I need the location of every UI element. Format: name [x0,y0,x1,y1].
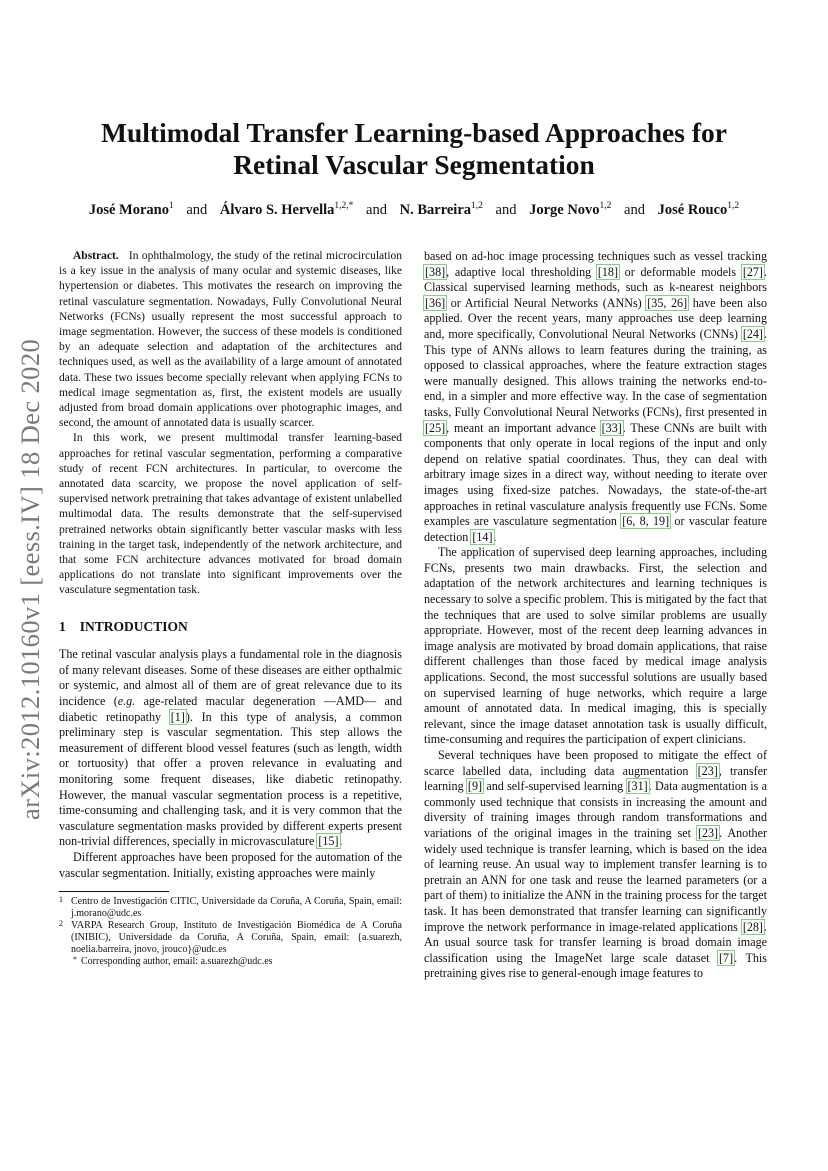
title-line-2: Retinal Vascular Segmentation [233,149,595,180]
text-run: , adaptive local thresholding [446,264,597,279]
footnote [59,956,402,968]
citation-link[interactable]: [15] [318,834,339,849]
intro-paragraph [59,647,402,850]
footnote [59,896,402,920]
right-column [424,249,767,982]
author-name: N. Barreira [399,202,472,218]
title-line-1: Multimodal Transfer Learning-based Approaches for [101,117,727,148]
author-name: José Morano [88,202,169,218]
citation-link[interactable]: [35, 26] [647,295,688,310]
author-affiliation: 1,2 [471,201,483,211]
footnote-mark: * [73,955,77,965]
author-connector: and [366,202,387,218]
citation-link[interactable]: [14] [472,529,493,544]
section-number: 1 [59,618,66,634]
footnote-mark: 2 [59,919,63,929]
citation-link[interactable]: [24] [742,326,763,341]
author-connector: and [624,202,645,218]
citation-link[interactable]: [6, 8, 19] [622,514,670,529]
text-run: . [493,529,497,544]
footnote-rule [59,891,169,892]
citation-link[interactable]: [18] [597,264,618,279]
intro-paragraph: Different approaches have been proposed for the automation of the vascular segmentation. Initially, existing approaches were mainly [59,849,402,880]
citation-link[interactable]: [7] [719,950,734,965]
author-connector: and [495,202,517,218]
text-run: or deformable models [619,264,742,279]
text-run: . Another widely used technique is transfer learning, which is based on the idea of learning reuse. An usual way to implement transfer learning is to pretrain an ANN for one task and reuse the learned parameters (or a part of them) to initialize the ANN in the training process for the target task. It has been demonstrated that transfer learning can significantly improve the network performance in image-related applications [424,825,767,934]
text-run: Several techniques have been proposed to mitigate the effect of scarce labelled data, including data augmentation [424,748,767,778]
paper-title [60,117,768,181]
author-affiliation: 1,2 [727,201,740,211]
footnote-mark: 1 [59,895,63,905]
text-run: or Artificial Neural Networks (ANNs) [446,295,647,310]
text-run: The retinal vascular analysis plays a fundamental role in the diagnosis of many relevant diseases. Some of these diseases are either opthalmic or systemic, and almost all of them are of great relevance due to its incidence ( [59,647,402,709]
abstract-text: In ophthalmology, the study of the retinal microcirculation is a key issue in the analysis of many ocular and systemic diseases, like hypertension or diabetes. This motivates the research on improving the retinal vasculature segmentation. Nowadays, Fully Convolutional Neural Networks (FCNs) usually represent the most successful approach to image segmentation. However, the success of these models is conditioned by an adequate selection and adaptation of the architectures and techniques used, as well as the availability of a large amount of annotated data. These two issues become specially relevant when applying FCNs to medical image segmentation as, first, the existent models are usually adjusted from broad domain applications over photographic images, and second, the amount of annotated data is usually scarcer. [59,250,403,430]
text-run: . These CNNs are built with components that only operate in local regions of the input and only depend on relative spatial coordinates. Thus, they can deal with arbitrary image sizes in a direct way, without needing to iterate over images using fixed-size patches. Nowadays, the state-of-the-art approaches in retinal vasculature analysis frequently use FCNs. Some examples are vasculature segmentation [424,420,767,529]
body-paragraph: The application of supervised deep learning approaches, including FCNs, presents two main drawbacks. First, the selection and adaptation of the network architectures and learning techniques is necessary to solve a specific problem. This is mitigated by the fact that the techniques that are used to solve similar problems are usually appropriate. However, most of the recent deep learning advances in image analysis are motivated by broad domain applications, that raise different challenges than those faced by medical image analysis applications. Second, the most successful solutions are usually based on supervised learning of huge networks, which require a large amount of annotated data. In medical imaging, this is specially relevant, since the image dataset annotation task is usually difficult, time-consuming and requires the participation of expert clinicians. [424,545,767,747]
citation-link[interactable]: [9] [467,779,483,794]
text-run: , transfer learning [424,763,767,794]
citation-link[interactable]: [31] [627,779,648,794]
citation-link[interactable]: [23] [697,825,719,840]
citation-link[interactable]: [28] [742,919,763,934]
text-run: . This pretraining gives rise to general-enough image features to [424,950,767,981]
author-name: Álvaro S. Hervella [219,202,335,218]
abstract-paragraph [59,249,402,431]
text-run: . Classical supervised learning methods, such as k-nearest neighbors [424,264,767,295]
body-paragraph [424,249,767,545]
footnote-text: Centro de Investigación CITIC, Universidade da Coruña, A Coruña, Spain, email: j.morano@udc.es [71,896,402,920]
author-affiliation: 1 [168,201,174,211]
text-run: age-related macular degeneration —AMD— and diabetic retinopathy [59,694,403,724]
section-heading [59,619,402,635]
author-name: Jorge Novo [529,202,600,218]
abstract-paragraph: In this work, we present multimodal transfer learning-based approaches for retinal vascular segmentation, performing a comparative study of recent FCN architectures. In particular, to overcome the annotated data scarcity, we propose the novel application of self-supervised network pretraining that takes advantage of existent unlabelled multimodal data. The results demonstrate that the self-supervised pretrained networks obtain significantly better vascular masks with less training in the target task, independently of the network architecture, and that some FCN architecture advances motivated for broad domain applications do not translate into significant improvements over the vasculature segmentation task. [59,432,402,597]
text-run: based on ad-hoc image processing techniques such as vessel tracking [424,249,767,263]
left-column [59,249,402,968]
citation-link[interactable]: [33] [601,420,622,435]
arxiv-identifier: arXiv:2012.10160v1 [eess.IV] 18 Dec 2020 [15,338,45,820]
author-affiliation: 1,2 [599,201,612,211]
text-run: . [339,834,343,849]
footnote [59,920,402,956]
author-affiliation: 1,2,* [334,201,354,211]
author-list [40,200,788,220]
text-run: or vascular feature detection [424,514,767,544]
text-run: ). In this type of analysis, a common preliminary step is vascular segmentation. This step allows the measurement of different blood vessel features (such as length, width or tortuosity) that offer a proven relevance in evaluating and monitoring some frequent diseases, like diabetic retinopathy. However, the manual vascular segmentation process is a repetitive, time-consuming and challenging task, and it is very common that the vasculature segmentation masks provided by different experts present non-trivial differences, specially in microvasculature [59,709,403,849]
footnote-text: VARPA Research Group, Instituto de Investigación Biomédica de A Coruña (INIBIC), Universidade da Coruña, A Coruña, Spain, email: {a.suarezh, noelia.barreira, jnovo, jrouco}@udc.es [71,920,402,956]
footnote-text: Corresponding author, email: a.suarezh@udc.es [81,956,273,968]
citation-link[interactable]: [1] [170,709,185,724]
text-run: . This type of ANNs allows to learn features during the training, as opposed to classical approaches, where the feature extraction stages were manually designed. This allows training the networks end-to-end, in a simpler and more effective way. In the case of segmentation tasks, Fully Convolutional Neural Networks (FCNs), first presented in [424,326,767,419]
citation-link[interactable]: [25] [425,420,446,435]
abstract [59,249,402,599]
citation-link[interactable]: [23] [697,763,718,778]
author-connector: and [186,202,208,218]
abstract-label: Abstract. [73,250,119,262]
text-run: , meant an important advance [446,420,601,435]
citation-link[interactable]: [38] [425,264,446,279]
text-run: . An usual source task for transfer learning is broad domain image classification using the ImageNet large scale dataset [424,919,767,965]
text-run: have been also applied. Over the recent years, many approaches use deep learning and, more specifically, Convolutional Neural Networks (CNNs) [424,295,768,341]
author-name: José Rouco [657,202,728,218]
text-run: and self-supervised learning [483,779,627,794]
text-run: e.g. [117,694,136,709]
section-title: INTRODUCTION [79,618,188,634]
citation-link[interactable]: [27] [742,264,763,279]
body-paragraph [424,748,767,982]
citation-link[interactable]: [36] [425,295,446,310]
text-run: . Data augmentation is a commonly used technique that consists in increasing the amount and diversity of training images through random transformations and variations of the original images in the training set [424,779,767,840]
